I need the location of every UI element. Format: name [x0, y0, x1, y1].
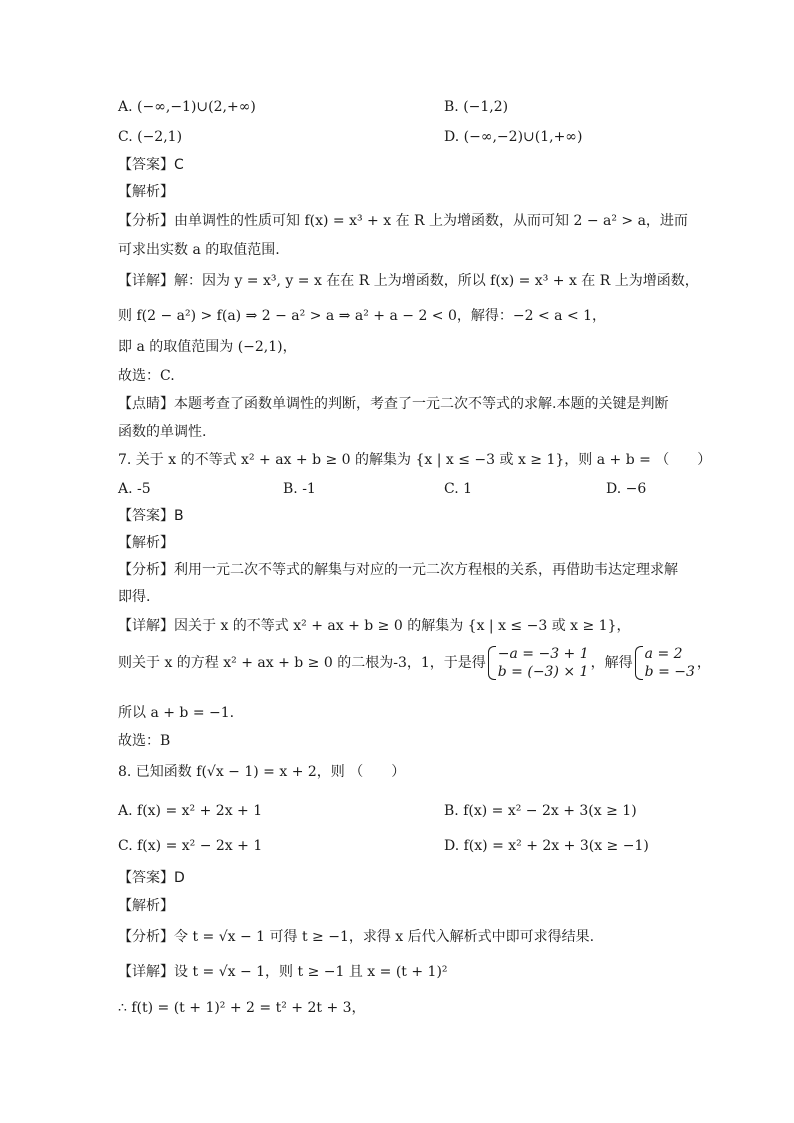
- q8-option-a: A. f(x) = x² + 2x + 1: [118, 803, 263, 819]
- q6-option-c: C. (−2,1): [118, 129, 183, 145]
- q7-option-b: B. -1: [283, 481, 316, 497]
- q7-equation-system-1: [488, 645, 589, 681]
- q6-detail-line3: 即 a 的取值范围为 (−2,1)，: [118, 339, 297, 355]
- q6-answer: 【答案】C: [118, 157, 184, 173]
- q7-stem: 7. 关于 x 的不等式 x² + ax + b ≥ 0 的解集为 {x | x ≤ −3 或 x ≥ 1}，则 a + b = （ ）: [118, 452, 712, 468]
- q7-answer: 【答案】B: [118, 508, 184, 524]
- q7-system1-row1: −a = −3 + 1: [497, 646, 589, 662]
- q6-dianjing-line2: 函数的单调性.: [118, 424, 207, 440]
- q6-option-a: A. (−∞,−1)∪(2,+∞): [118, 99, 256, 115]
- q8-option-b: B. f(x) = x² − 2x + 3(x ≥ 1): [444, 803, 637, 819]
- q8-detail-line2: ∴ f(t) = (t + 1)² + 2 = t² + 2t + 3，: [118, 1000, 366, 1016]
- q8-option-c: C. f(x) = x² − 2x + 1: [118, 838, 263, 854]
- q6-analysis-heading: 【解析】: [118, 184, 174, 200]
- q6-option-b: B. (−1,2): [444, 99, 509, 115]
- q8-answer: 【答案】D: [118, 870, 185, 886]
- q7-equation-system-2: [635, 645, 695, 681]
- q7-detail-line1: 【详解】因关于 x 的不等式 x² + ax + b ≥ 0 的解集为 {x | x ≤ −3 或 x ≥ 1}，: [118, 618, 631, 634]
- q7-detail-line2-mid: ，解得: [590, 655, 633, 671]
- q6-detail-line1: 【详解】解：因为 y = x³, y = x 在在 R 上为增函数，所以 f(x) = x³ + x 在 R 上为增函数，: [118, 273, 699, 289]
- q8-analysis-heading: 【解析】: [118, 898, 174, 914]
- q7-detail-line3: 所以 a + b = −1.: [118, 705, 235, 721]
- q7-system1-row2: b = (−3) × 1: [497, 664, 589, 680]
- q7-system2-row1: a = 2: [644, 646, 683, 662]
- q7-option-d: D. −6: [606, 481, 647, 497]
- q7-option-a: A. -5: [118, 481, 151, 497]
- q7-option-c: C. 1: [444, 481, 473, 497]
- q7-detail-line2-end: ，: [696, 655, 711, 671]
- q6-analysis-fenxi-line2: 可求出实数 a 的取值范围.: [118, 242, 280, 258]
- q7-analysis-fenxi-line1: 【分析】利用一元二次不等式的解集与对应的一元二次方程根的关系，再借助韦达定理求解: [118, 562, 678, 578]
- q8-option-d: D. f(x) = x² + 2x + 3(x ≥ −1): [444, 838, 649, 854]
- q7-analysis-fenxi-line2: 即得.: [118, 589, 151, 605]
- q6-option-d: D. (−∞,−2)∪(1,+∞): [444, 129, 583, 145]
- q6-analysis-fenxi-line1: 【分析】由单调性的性质可知 f(x) = x³ + x 在 R 上为增函数，从而可知 2 − a² > a，进而: [118, 213, 688, 229]
- q8-stem: 8. 已知函数 f(√x − 1) = x + 2，则 （ ）: [118, 764, 406, 780]
- q8-analysis-fenxi: 【分析】令 t = √x − 1 可得 t ≥ −1，求得 x 后代入解析式中即可求得结果.: [118, 929, 595, 945]
- q6-dianjing-line1: 【点睛】本题考查了函数单调性的判断，考查了一元二次不等式的求解.本题的关键是判断: [118, 396, 669, 412]
- q6-detail-line2: 则 f(2 − a²) > f(a) ⇒ 2 − a² > a ⇒ a² + a − 2 < 0，解得：−2 < a < 1，: [118, 308, 607, 324]
- q7-analysis-heading: 【解析】: [118, 535, 174, 551]
- q8-detail-line1: 【详解】设 t = √x − 1，则 t ≥ −1 且 x = (t + 1)²: [118, 964, 448, 980]
- q7-choose: 故选：B: [118, 733, 171, 749]
- q6-choose: 故选：C.: [118, 368, 175, 384]
- q7-detail-line2: [118, 645, 711, 681]
- q7-detail-line2-prefix: 则关于 x 的方程 x² + ax + b ≥ 0 的二根为-3，1，于是得: [118, 655, 486, 671]
- q7-system2-row2: b = −3: [644, 664, 695, 680]
